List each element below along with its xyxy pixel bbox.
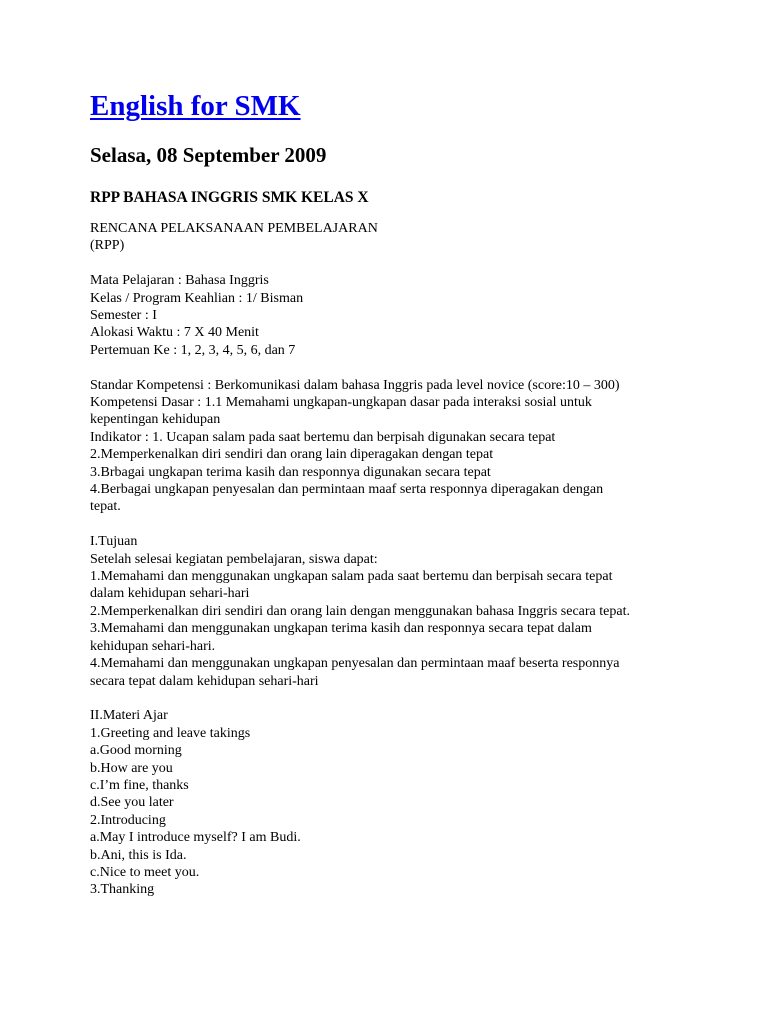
text-line: 1.Greeting and leave takings <box>90 725 251 741</box>
paragraph <box>90 272 750 359</box>
text-line: RENCANA PELAKSANAAN PEMBELAJARAN <box>90 221 378 236</box>
paragraph <box>90 220 750 255</box>
text-line: a.Good morning <box>90 743 182 759</box>
text-line: b.Ani, this is Ida. <box>90 847 187 863</box>
paragraph <box>90 533 750 690</box>
text-line: Semester : I <box>90 308 157 324</box>
text-line: Mata Pelajaran : Bahasa Inggris <box>90 273 269 289</box>
text-line: a.May I introduce myself? I am Budi. <box>90 830 301 846</box>
text-line: dalam kehidupan sehari-hari <box>90 586 250 602</box>
text-line: Indikator : 1. Ucapan salam pada saat bertemu dan berpisah digunakan secara tepat <box>90 429 556 445</box>
text-line: 4.Memahami dan menggunakan ungkapan penyesalan dan permintaan maaf beserta responnya <box>90 656 620 672</box>
text-line: Kompetensi Dasar : 1.1 Memahami ungkapan-ungkapan dasar pada interaksi sosial untuk <box>90 395 592 411</box>
text-line: Standar Kompetensi : Berkomunikasi dalam bahasa Inggris pada level novice (score:10 – 300) <box>90 377 620 393</box>
text-line: kehidupan sehari-hari. <box>90 638 216 654</box>
text-line: kepentingan kehidupan <box>90 412 221 428</box>
text-line: 2.Memperkenalkan diri sendiri dan orang lain diperagakan dengan tepat <box>90 447 494 463</box>
text-line: I.Tujuan <box>90 534 138 550</box>
paragraph <box>90 707 750 898</box>
text-line: secara tepat dalam kehidupan sehari-hari <box>90 673 319 689</box>
text-line: 2.Memperkenalkan diri sendiri dan orang lain dengan menggunakan bahasa Inggris secara tepat. <box>90 603 630 619</box>
text-line: (RPP) <box>90 238 125 254</box>
text-line: c.Nice to meet you. <box>90 864 200 880</box>
text-line: II.Materi Ajar <box>90 708 168 724</box>
text-line: 4.Berbagai ungkapan penyesalan dan permintaan maaf serta responnya diperagakan dengan <box>90 482 604 498</box>
text-line: Alokasi Waktu : 7 X 40 Menit <box>90 325 259 341</box>
post-date: Selasa, 08 September 2009 <box>90 143 327 167</box>
text-line: d.See you later <box>90 795 174 811</box>
text-line: 2.Introducing <box>90 812 166 828</box>
post-title: RPP BAHASA INGGRIS SMK KELAS X <box>90 189 369 206</box>
text-line: 3.Memahami dan menggunakan ungkapan terima kasih dan responnya secara tepat dalam <box>90 621 592 637</box>
text-line: 3.Thanking <box>90 882 155 898</box>
blog-title-link[interactable]: English for SMK <box>90 90 301 122</box>
text-line: tepat. <box>90 499 121 515</box>
paragraph <box>90 377 750 516</box>
post-body <box>90 220 750 899</box>
text-line: 3.Brbagai ungkapan terima kasih dan responnya digunakan secara tepat <box>90 464 491 480</box>
text-line: Kelas / Program Keahlian : 1/ Bisman <box>90 290 304 306</box>
text-line: Setelah selesai kegiatan pembelajaran, siswa dapat: <box>90 551 378 567</box>
text-line: c.I’m fine, thanks <box>90 777 189 793</box>
text-line: 1.Memahami dan menggunakan ungkapan salam pada saat bertemu dan berpisah secara tepat <box>90 569 613 585</box>
text-line: b.How are you <box>90 760 173 776</box>
document-page <box>90 88 750 916</box>
text-line: Pertemuan Ke : 1, 2, 3, 4, 5, 6, dan 7 <box>90 342 296 358</box>
